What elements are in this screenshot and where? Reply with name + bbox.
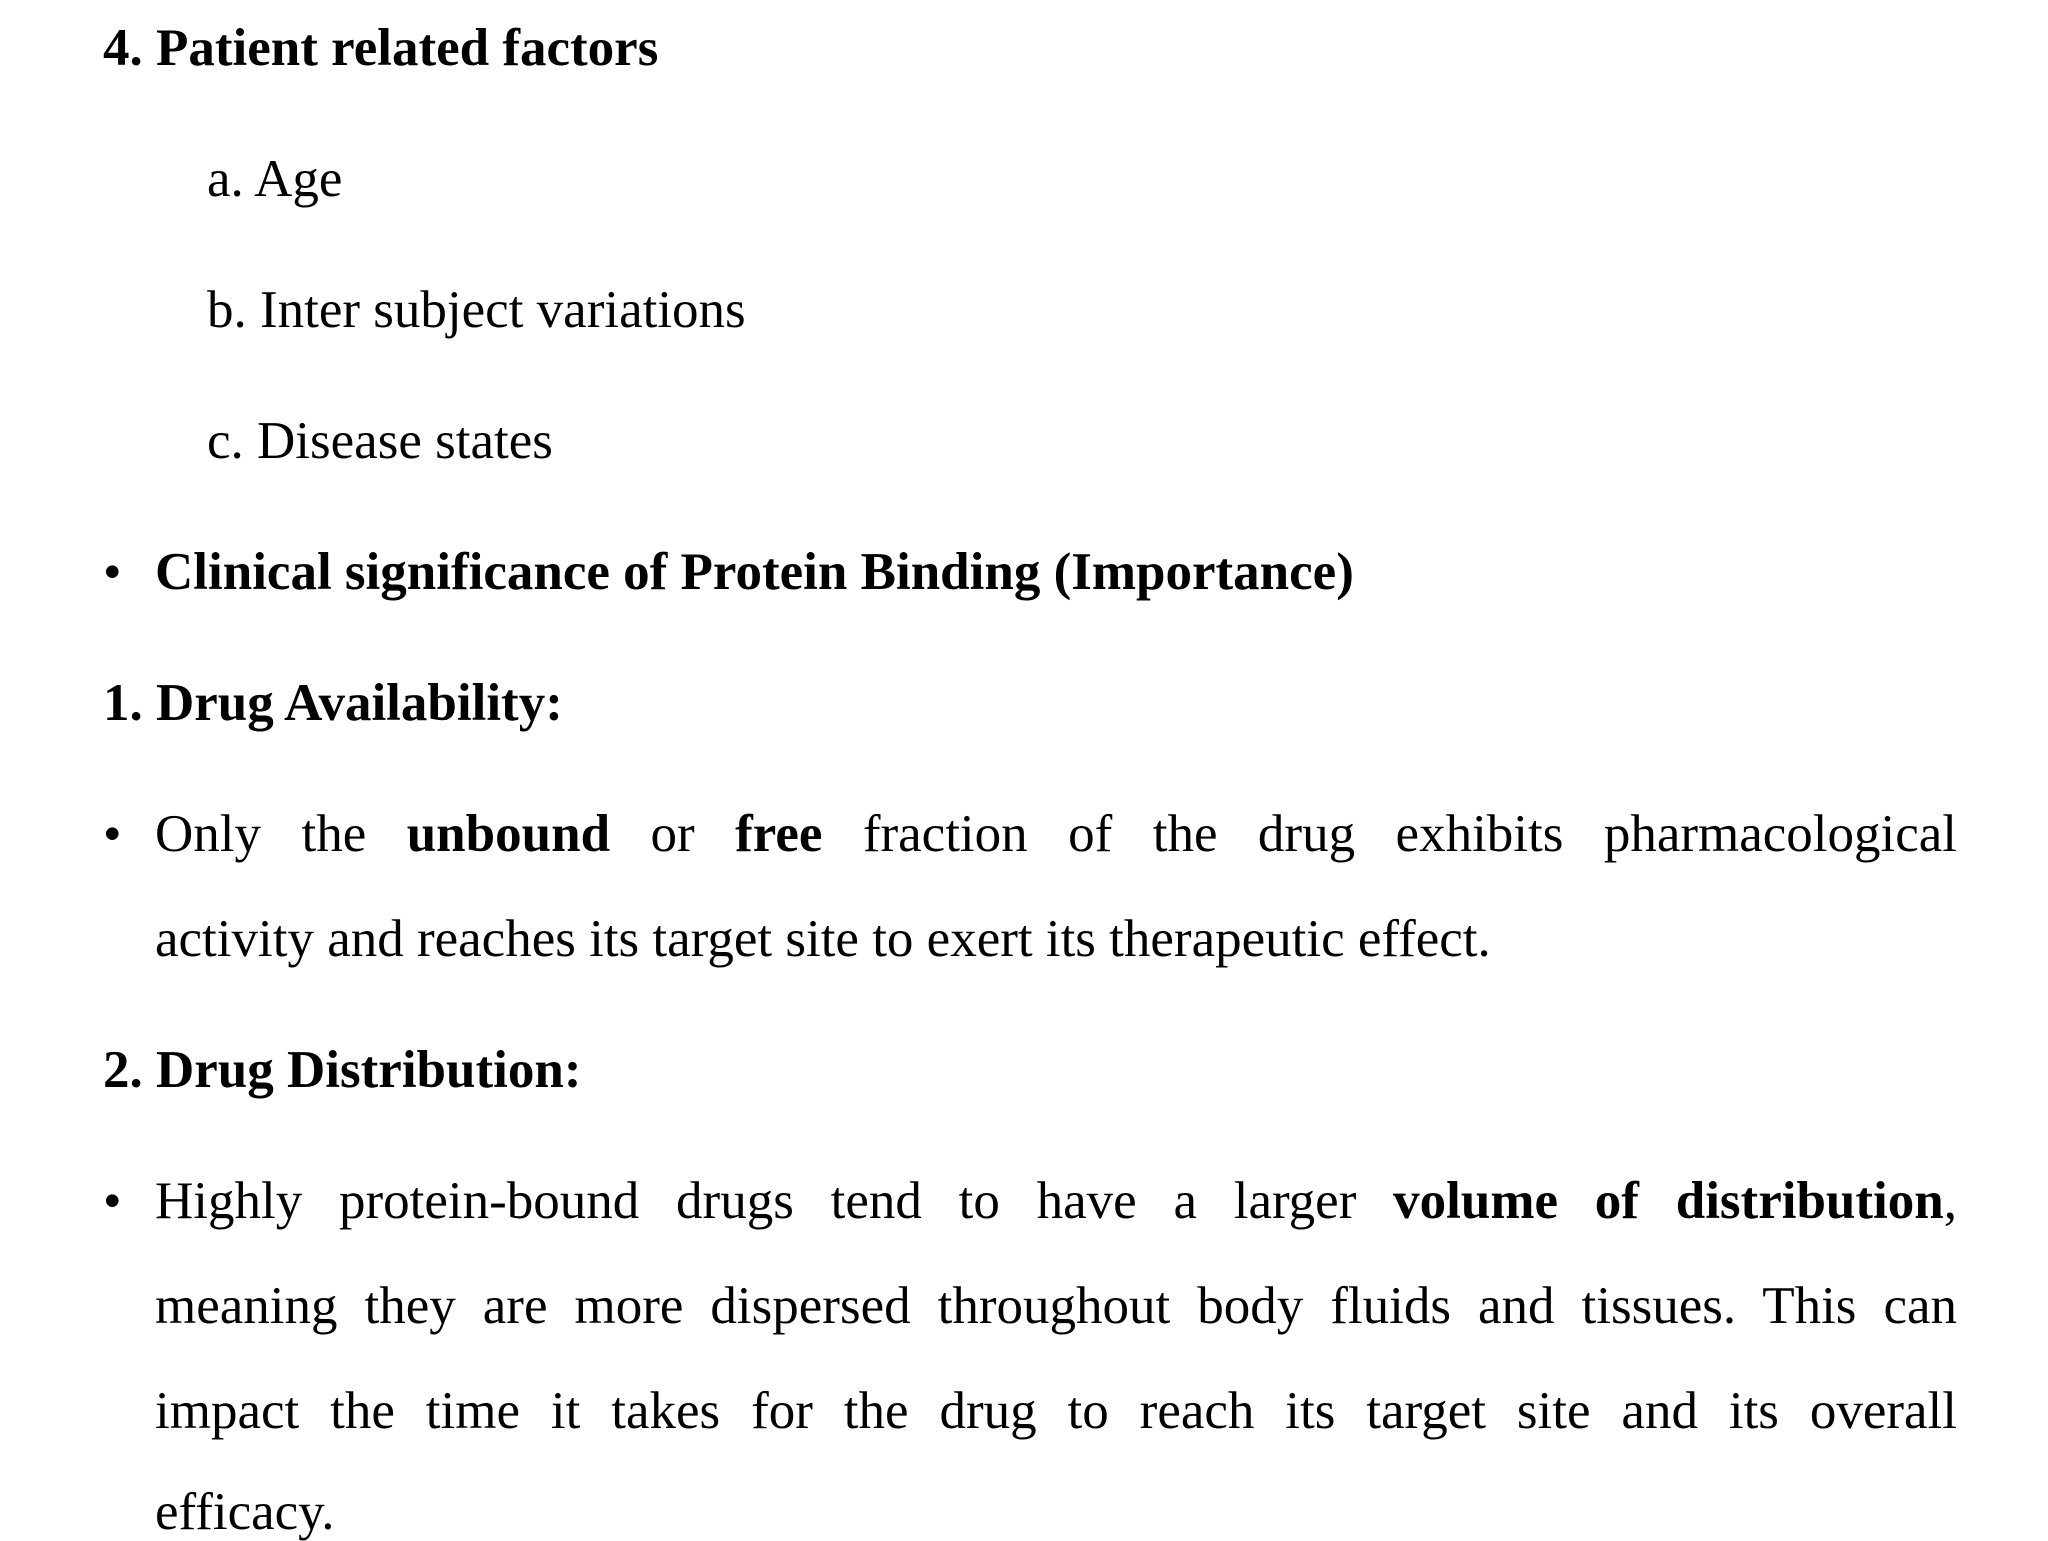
text-run: Highly protein-bound drugs tend to have a larger xyxy=(155,1172,1394,1230)
paragraph-line: meaning they are more dispersed throughout body fluids and tissues. This can xyxy=(155,1277,1957,1335)
paragraph-line: impact the time it takes for the drug to reach its target site and its overall xyxy=(155,1382,1957,1440)
list-item-inter-subject-variations: b. Inter subject variations xyxy=(207,281,746,339)
bold-term-unbound: unbound xyxy=(406,805,611,863)
text-run: or xyxy=(610,805,736,863)
bullet-dot: • xyxy=(103,543,122,601)
heading-patient-related-factors: 4. Patient related factors xyxy=(103,19,659,77)
heading-clinical-significance: Clinical significance of Protein Binding (Importance) xyxy=(155,543,1354,601)
paragraph-line: efficacy. xyxy=(155,1483,335,1541)
list-item-age: a. Age xyxy=(207,150,343,208)
paragraph-line xyxy=(155,805,1958,863)
paragraph-line xyxy=(155,1172,1957,1230)
bullet-dot: • xyxy=(103,805,122,863)
bold-term-volume-of-distribution: volume of distribution xyxy=(1393,1172,1944,1230)
text-run: Only the xyxy=(155,805,407,863)
text-run: fraction of the drug exhibits pharmacological xyxy=(822,805,1958,863)
list-item-disease-states: c. Disease states xyxy=(207,412,553,470)
text-run: , xyxy=(1943,1172,1957,1230)
heading-drug-distribution: 2. Drug Distribution: xyxy=(103,1041,582,1099)
bullet-dot: • xyxy=(103,1172,122,1230)
paragraph-line: activity and reaches its target site to exert its therapeutic effect. xyxy=(155,910,1491,968)
heading-drug-availability: 1. Drug Availability: xyxy=(103,674,563,732)
bold-term-free: free xyxy=(735,805,823,863)
